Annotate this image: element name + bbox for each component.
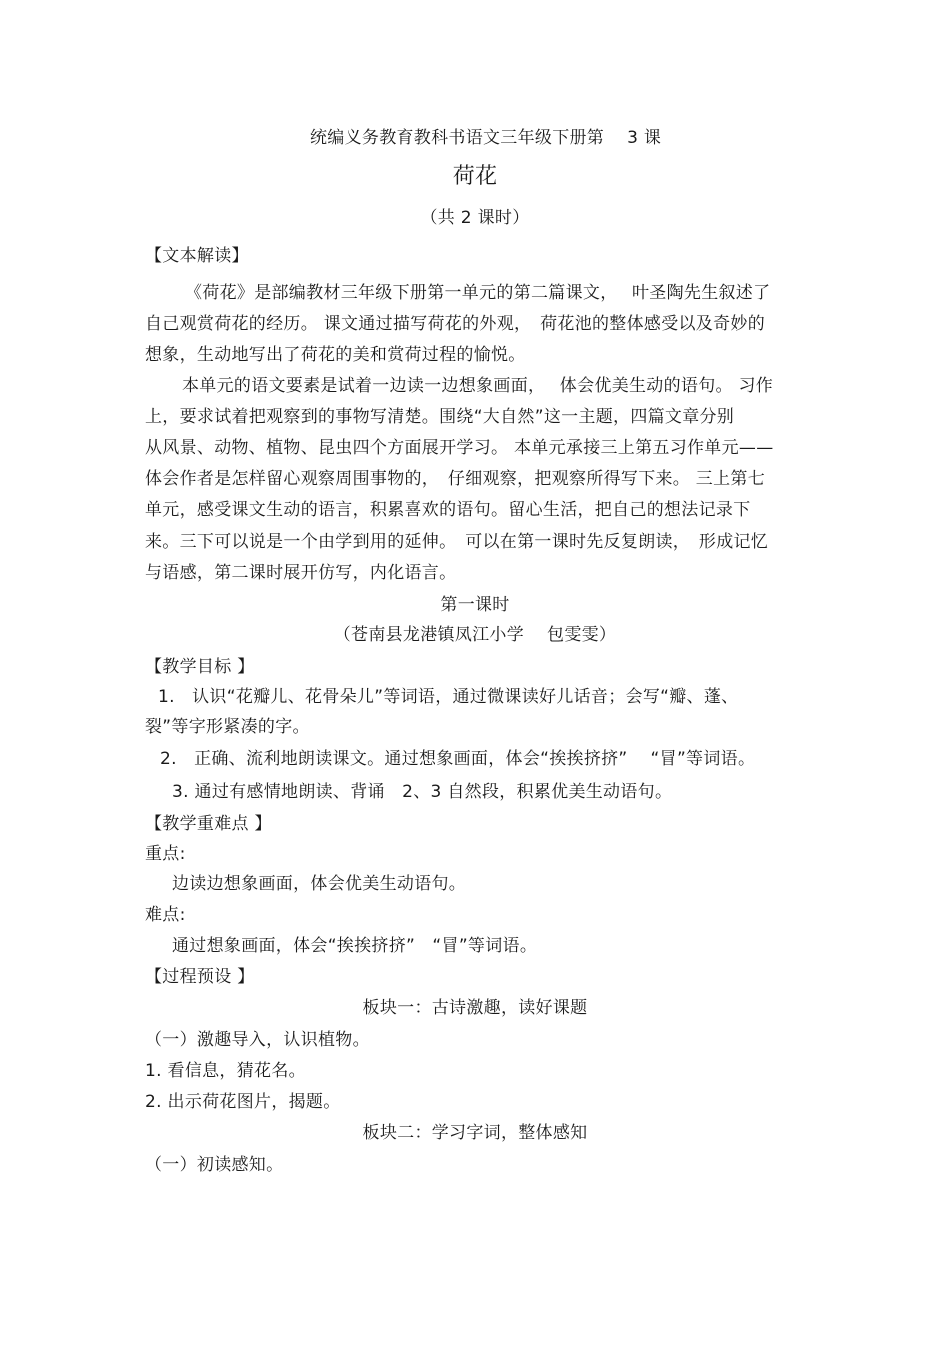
section-heading-text-reading: 【文本解读】 [145, 246, 249, 266]
section-heading-goals: 【教学目标 】 [145, 657, 255, 677]
lesson-one-title: 第一课时 [440, 595, 510, 615]
block-one-title: 板块一：古诗激趣，读好课题 [362, 998, 588, 1018]
key-point-label: 重点: [145, 844, 186, 864]
goal-line: 1. 认识“花瓣儿、花骨朵儿”等词语，通过微课读好儿话音；会写“瓣、蓬、 [158, 687, 739, 707]
paragraph-line: 上，要求试着把观察到的事物写清楚。围绕“大自然”这一主题，四篇文章分别 [145, 407, 735, 427]
block-one-step: 2. 出示荷花图片，揭题。 [145, 1092, 341, 1112]
block-one-step: 1. 看信息，猜花名。 [145, 1061, 306, 1081]
textbook-series: 统编义务教育教科书语文三年级下册第 3 课 [310, 128, 662, 148]
page-title: 荷花 [452, 164, 498, 189]
goal-line: 2. 正确、流利地朗读课文。通过想象画面，体会“挨挨挤挤” “冒”等词语。 [160, 749, 756, 769]
section-heading-key-points: 【教学重难点 】 [145, 814, 272, 834]
paragraph-line: 体会作者是怎样留心观察周围事物的， 仔细观察，把观察所得写下来。 三上第七 [145, 469, 766, 489]
section-heading-process: 【过程预设 】 [145, 967, 255, 987]
paragraph-line: 单元，感受课文生动的语言，积累喜欢的语句。留心生活，把自己的想法记录下 [145, 500, 751, 520]
paragraph-line: 与语感，第二课时展开仿写，内化语言。 [145, 563, 457, 583]
block-two-title: 板块二：学习字词，整体感知 [362, 1123, 588, 1143]
lesson-one-author: （苍南县龙港镇凤江小学 包雯雯） [333, 625, 617, 645]
paragraph-line: 想象，生动地写出了荷花的美和赏荷过程的愉悦。 [145, 345, 526, 365]
difficult-point-text: 通过想象画面，体会“挨挨挤挤” “冒”等词语。 [172, 936, 538, 956]
paragraph-line: 从风景、动物、植物、昆虫四个方面展开学习。 本单元承接三上第五习作单元—— [145, 438, 774, 458]
goal-line: 3. 通过有感情地朗读、背诵 2、3 自然段，积累优美生动语句。 [172, 782, 673, 802]
paragraph-line: 《荷花》是部编教材三年级下册第一单元的第二篇课文， 叶圣陶先生叙述了 [185, 283, 771, 303]
paragraph-line: 本单元的语文要素是试着一边读一边想象画面， 体会优美生动的语句。 习作 [182, 376, 774, 396]
key-point-text: 边读边想象画面，体会优美生动语句。 [172, 874, 467, 894]
block-one-item: （一）激趣导入，认识植物。 [145, 1030, 370, 1050]
block-two-item: （一）初读感知。 [145, 1155, 284, 1175]
lesson-periods: （共 2 课时） [420, 208, 530, 228]
paragraph-line: 来。三下可以说是一个由学到用的延伸。 可以在第一课时先反复朗读， 形成记忆 [145, 532, 769, 552]
difficult-point-label: 难点: [145, 905, 186, 925]
goal-line: 裂”等字形紧凑的字。 [145, 717, 310, 737]
paragraph-line: 自己观赏荷花的经历。 课文通过描写荷花的外观， 荷花池的整体感受以及奇妙的 [145, 314, 766, 334]
